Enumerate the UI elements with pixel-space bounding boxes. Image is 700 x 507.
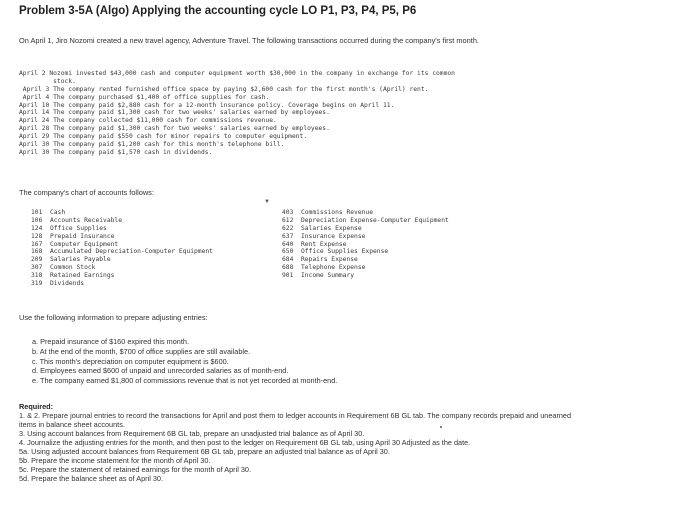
required-item: 5a. Using adjusted account balances from Requirement 6B GL tab, prepare an adjusted trial balance as of April 30.	[19, 447, 390, 456]
mouse-cursor-icon: ▼	[264, 199, 270, 205]
problem-title: Problem 3-5A (Algo) Applying the accounting cycle LO P1, P3, P4, P5, P6	[19, 5, 417, 17]
adjustment-item: d. Employees earned $600 of unpaid and unrecorded salaries as of month-end.	[32, 366, 289, 376]
transaction-line: stock.	[19, 77, 76, 85]
required-item: 5c. Prepare the statement of retained earnings for the month of April 30.	[19, 465, 252, 474]
account-row: 319 Dividends	[31, 280, 85, 288]
adjusting-entries-label: Use the following information to prepare adjusting entries:	[19, 313, 208, 322]
account-row: 650 Office Supplies Expense	[282, 248, 389, 256]
transactions-list	[19, 70, 455, 157]
transaction-line: April 2 Nozomi invested $43,000 cash and computer equipment worth $30,000 in the company in exchange for its common	[19, 70, 455, 77]
transaction-line: April 3 The company rented furnished office space by paying $2,600 cash for the first month's (April) rent.	[19, 85, 429, 93]
required-item: 1. & 2. Prepare journal entries to record the transactions for April and post them to ledger accounts in Requirement 6B GL tab. The company records prepaid and unearned items in balance sheet accounts.	[19, 411, 572, 429]
account-row: 168 Accumulated Depreciation-Computer Equipment	[31, 248, 213, 256]
required-item: 4. Journalize the adjusting entries for the month, and then post to the ledger on Requirement 6B GL tab, using April 30 Adjusted as the date.	[19, 438, 471, 447]
transaction-line: April 28 The company paid $1,300 cash for two weeks' salaries earned by employees.	[19, 125, 330, 133]
account-row: 106 Accounts Receivable	[31, 216, 122, 224]
adjustment-item: b. At the end of the month, $700 of office supplies are still available.	[32, 346, 251, 356]
account-row: 128 Prepaid Insurance	[31, 232, 115, 240]
account-row: 640 Rent Expense	[282, 240, 347, 248]
intro-paragraph: On April 1, Jiro Nozomi created a new travel agency, Adventure Travel. The following transactions occurred during the company's first month.	[19, 36, 479, 45]
account-row: 403 Commissions Revenue	[282, 209, 373, 216]
account-row: 209 Salaries Payable	[31, 256, 111, 264]
transaction-line: April 29 The company paid $550 cash for minor repairs to computer equipment.	[19, 133, 308, 141]
account-row: 101 Cash	[31, 209, 66, 216]
account-row: 684 Repairs Expense	[282, 256, 358, 264]
account-row: 901 Income Summary	[282, 272, 355, 280]
required-item: 3. Using account balances from Requirement 6B GL tab, prepare an unadjusted trial balance as of April 30.	[19, 429, 365, 438]
adjustment-item: a. Prepaid insurance of $160 expired this month.	[32, 337, 189, 346]
account-row: 612 Depreciation Expense-Computer Equipment	[282, 216, 449, 224]
transaction-line: April 30 The company paid $1,200 cash for this month's telephone bill.	[19, 141, 285, 149]
account-row: 307 Common Stock	[31, 264, 96, 272]
adjustments-list	[32, 337, 337, 386]
account-row: 622 Salaries Expense	[282, 224, 362, 232]
account-row: 167 Computer Equipment	[31, 240, 119, 248]
transaction-line: April 14 The company paid $1,300 cash for two weeks' salaries earned by employees.	[19, 109, 330, 117]
adjustment-item: c. This month's depreciation on computer equipment is $600.	[32, 356, 229, 366]
transaction-line: April 4 The company purchased $1,400 of office supplies for cash.	[19, 93, 270, 101]
transaction-line: April 10 The company paid $2,880 cash for a 12-month insurance policy. Coverage begins on April 11.	[19, 101, 395, 109]
stray-dot	[440, 426, 442, 428]
transaction-line: April 24 The company collected $11,000 cash for commissions revenue.	[19, 117, 277, 125]
required-item: 5d. Prepare the balance sheet as of April 30.	[19, 474, 164, 483]
adjustment-item: e. The company earned $1,800 of commissions revenue that is not yet recorded at month-end.	[32, 376, 338, 386]
required-section	[19, 402, 589, 483]
transaction-line: April 30 The company paid $1,570 cash in dividends.	[19, 148, 213, 156]
required-heading: Required:	[19, 402, 54, 411]
account-row: 318 Retained Earnings	[31, 272, 115, 280]
account-row: 688 Telephone Expense	[282, 264, 366, 272]
chart-of-accounts-label: The company's chart of accounts follows:	[19, 188, 154, 197]
required-item: 5b. Prepare the income statement for the month of April 30.	[19, 456, 211, 465]
chart-of-accounts-left	[31, 209, 213, 288]
account-row: 124 Office Supplies	[31, 224, 107, 232]
account-row: 637 Insurance Expense	[282, 232, 366, 240]
chart-of-accounts-right	[282, 209, 449, 280]
